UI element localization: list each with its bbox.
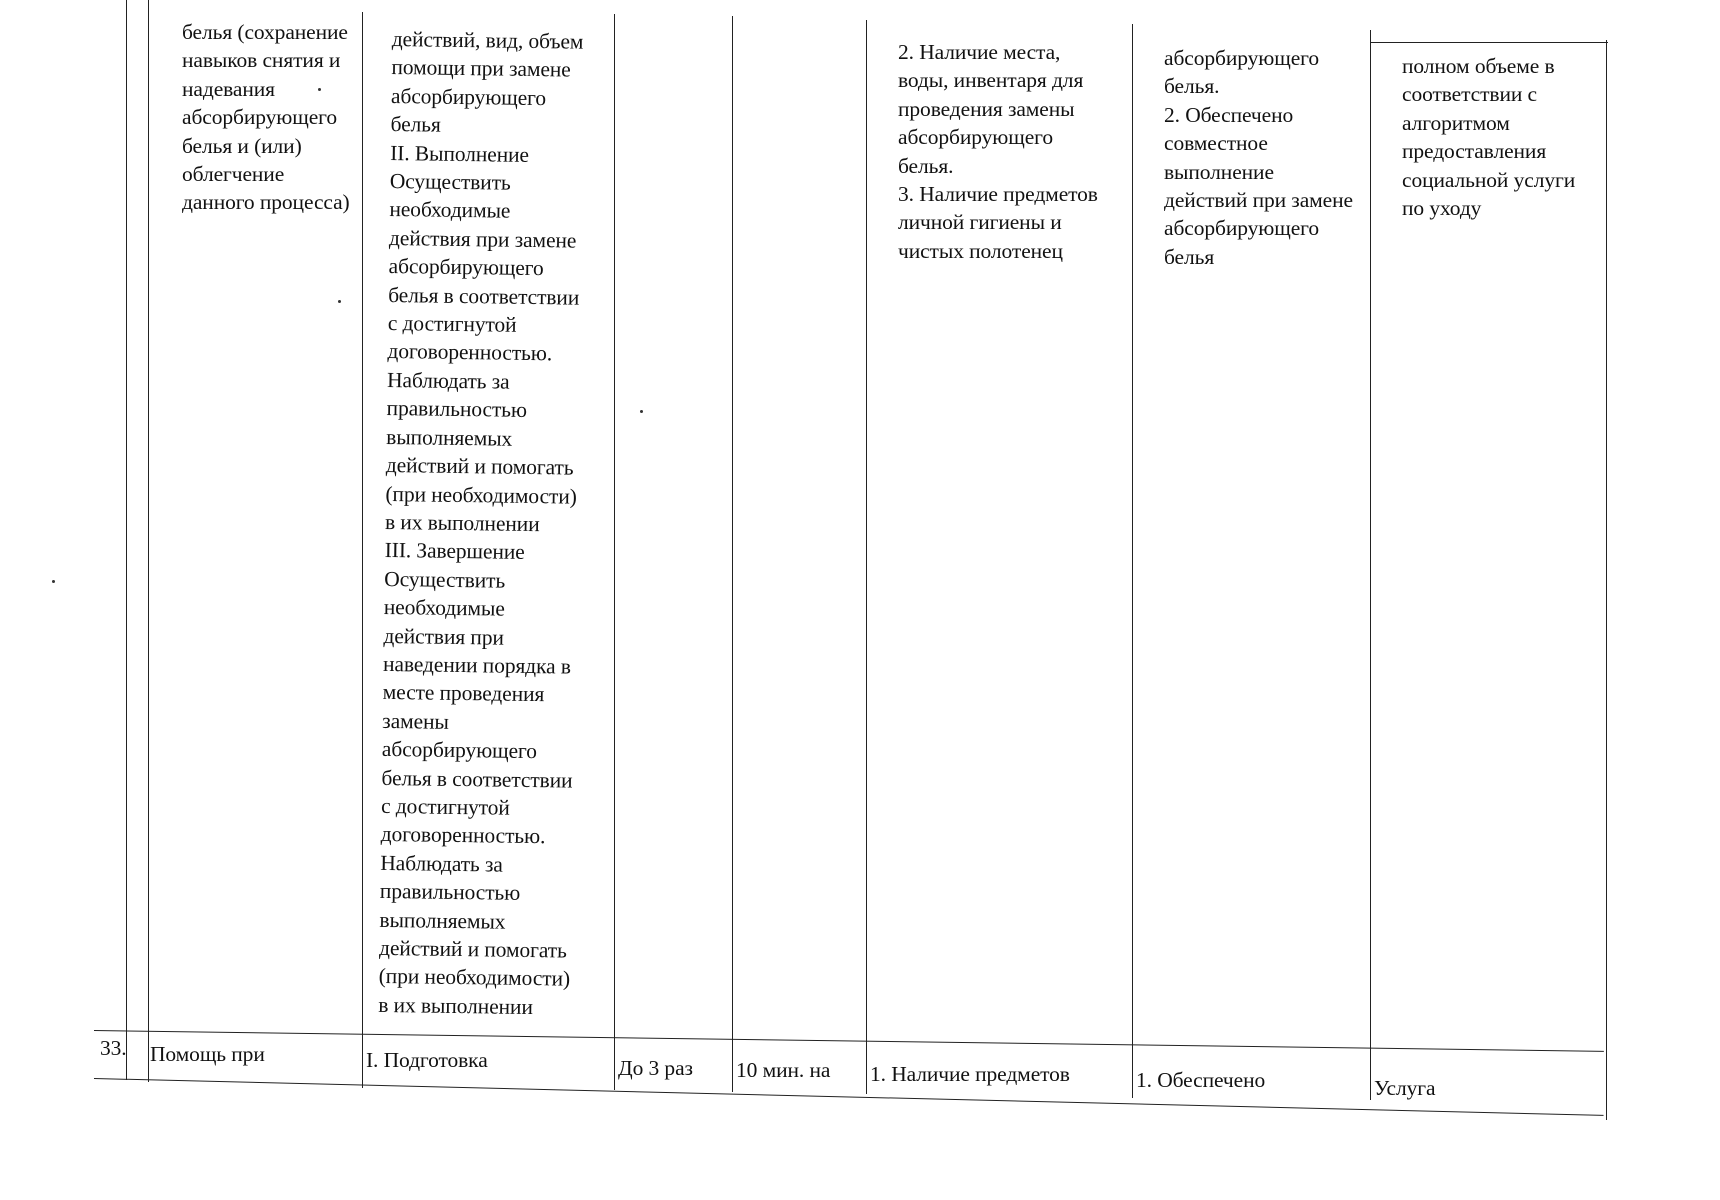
scan-speck: [52, 580, 55, 583]
row-33-service-name: Помощь при: [150, 1042, 265, 1066]
row-33-frequency: До 3 раз: [618, 1056, 693, 1080]
cell-service-name: белья (сохранение навыков снятия и надевания абсорбирующего белья и (или) облегчение данного процесса): [182, 20, 350, 215]
cell-results: абсорбирующего белья. 2. Обеспечено совместное выполнение действий при замене абсорбирующего белья: [1164, 46, 1353, 269]
row-33-number: 33.: [100, 1036, 127, 1060]
cell-conditions: 2. Наличие места, воды, инвентаря для проведения замены абсорбирующего белья. 3. Наличие предметов личной гигиены и чистых полотенец: [898, 40, 1098, 263]
row-divider: [94, 1030, 1604, 1052]
scan-speck: [338, 300, 341, 303]
scan-speck: [640, 410, 643, 413]
row-33-description: I. Подготовка: [366, 1048, 488, 1072]
cell-quality: полном объеме в соответствии с алгоритмом предоставления социальной услуги по уходу: [1402, 54, 1576, 221]
table-border-top-right: [1370, 42, 1608, 43]
cell-description: действий, вид, объем помощи при замене абсорбирующего белья II. Выполнение Осуществить необходимые действия при замене абсорбирующего белья в соответствии с достигнутой договоренностью. Наблюдать за правильностью выполняемых действий и помогать (при необходимости) в их выполнении III. Завершение Осуществить необходимые действия при наведении порядка в месте проведения замены абсорбирующего белья в соответствии с достигнутой договоренностью. Наблюдать за правильностью выполняемых действий и помогать (при необходимости) в их выполнении: [378, 26, 584, 1019]
row-33-results: 1. Обеспечено: [1136, 1068, 1266, 1092]
row-33-conditions: 1. Наличие предметов: [870, 1062, 1070, 1086]
column-divider: [866, 20, 867, 1094]
row-33-duration: 10 мин. на: [736, 1058, 831, 1082]
column-divider: [148, 0, 149, 1082]
column-divider: [732, 16, 733, 1092]
scan-speck: [318, 88, 321, 91]
row-33-quality: Услуга: [1374, 1076, 1436, 1100]
table-border-left: [126, 0, 127, 1080]
